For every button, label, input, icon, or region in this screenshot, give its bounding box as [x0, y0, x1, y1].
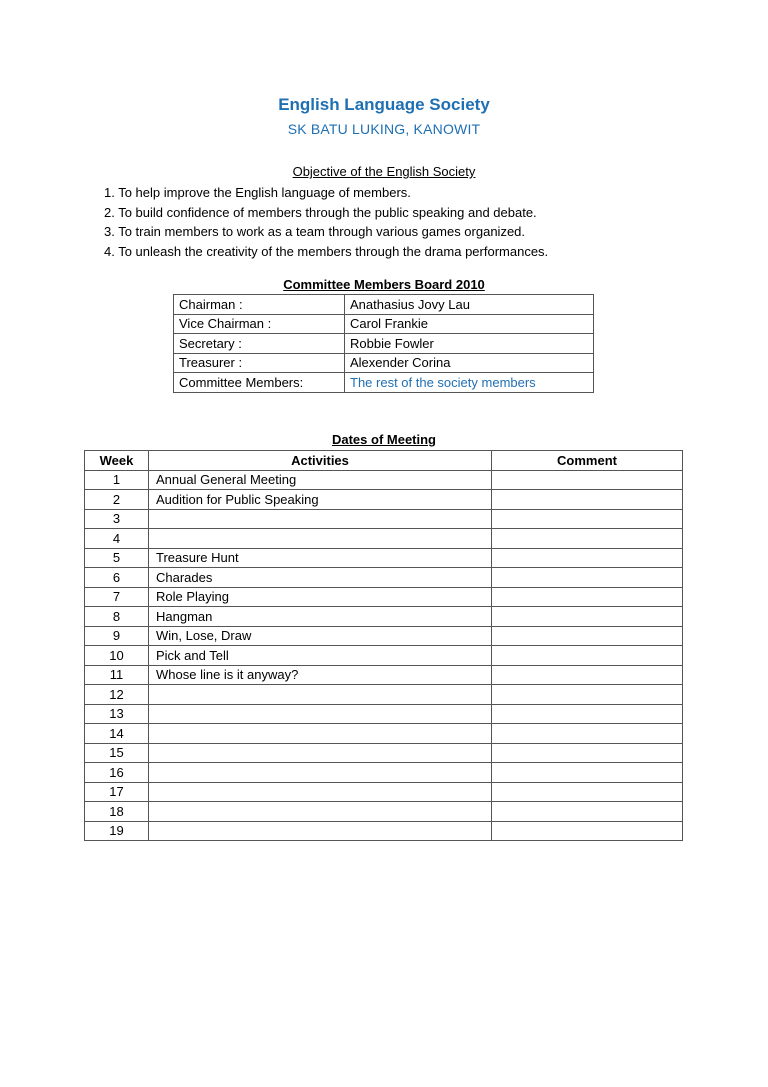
- activity-cell: [149, 529, 492, 549]
- committee-member-name: Carol Frankie: [345, 314, 594, 334]
- comment-cell: [492, 568, 683, 588]
- committee-role: Chairman :: [174, 295, 345, 315]
- comment-cell: [492, 490, 683, 510]
- meeting-row: [85, 782, 683, 802]
- activity-cell: [149, 763, 492, 783]
- committee-heading: Committee Members Board 2010: [283, 277, 485, 292]
- week-cell: 18: [85, 802, 149, 822]
- committee-role: Secretary :: [174, 334, 345, 354]
- meeting-row: [85, 704, 683, 724]
- meeting-row: [85, 490, 683, 510]
- week-cell: 7: [85, 587, 149, 607]
- meeting-row: [85, 529, 683, 549]
- activity-cell: Charades: [149, 568, 492, 588]
- meetings-table: [84, 450, 683, 841]
- comment-cell: [492, 509, 683, 529]
- week-cell: 15: [85, 743, 149, 763]
- comment-column-header: Comment: [492, 451, 683, 471]
- week-cell: 13: [85, 704, 149, 724]
- school-name: SK BATU LUKING, KANOWIT: [287, 121, 481, 137]
- activity-cell: [149, 782, 492, 802]
- committee-row: [174, 334, 594, 354]
- comment-cell: [492, 743, 683, 763]
- week-column-header: Week: [85, 451, 149, 471]
- week-cell: 9: [85, 626, 149, 646]
- week-cell: 2: [85, 490, 149, 510]
- comment-cell: [492, 587, 683, 607]
- activity-cell: Role Playing: [149, 587, 492, 607]
- week-cell: 16: [85, 763, 149, 783]
- activity-cell: [149, 704, 492, 724]
- activity-cell: [149, 802, 492, 822]
- committee-role: Committee Members:: [174, 373, 345, 393]
- week-cell: 11: [85, 665, 149, 685]
- comment-cell: [492, 665, 683, 685]
- week-cell: 8: [85, 607, 149, 627]
- comment-cell: [492, 782, 683, 802]
- committee-row: [174, 314, 594, 334]
- objectives-heading: Objective of the English Society: [292, 164, 476, 179]
- activity-cell: Audition for Public Speaking: [149, 490, 492, 510]
- week-cell: 12: [85, 685, 149, 705]
- comment-cell: [492, 763, 683, 783]
- meeting-row: [85, 724, 683, 744]
- meeting-row: [85, 607, 683, 627]
- meeting-row: [85, 743, 683, 763]
- activity-cell: Treasure Hunt: [149, 548, 492, 568]
- comment-cell: [492, 548, 683, 568]
- comment-cell: [492, 626, 683, 646]
- week-cell: 5: [85, 548, 149, 568]
- comment-cell: [492, 704, 683, 724]
- comment-cell: [492, 724, 683, 744]
- activity-cell: [149, 685, 492, 705]
- meeting-row: [85, 665, 683, 685]
- comment-cell: [492, 607, 683, 627]
- week-cell: 4: [85, 529, 149, 549]
- meeting-row: [85, 470, 683, 490]
- meeting-row: [85, 509, 683, 529]
- committee-row: [174, 295, 594, 315]
- meetings-header-row: [85, 451, 683, 471]
- week-cell: 1: [85, 470, 149, 490]
- week-cell: 6: [85, 568, 149, 588]
- meeting-row: [85, 626, 683, 646]
- committee-role: Vice Chairman :: [174, 314, 345, 334]
- committee-row: [174, 373, 594, 393]
- activity-cell: [149, 724, 492, 744]
- week-cell: 19: [85, 821, 149, 841]
- comment-cell: [492, 685, 683, 705]
- committee-member-name: Robbie Fowler: [345, 334, 594, 354]
- comment-cell: [492, 821, 683, 841]
- meeting-row: [85, 587, 683, 607]
- activity-cell: Annual General Meeting: [149, 470, 492, 490]
- committee-row: [174, 353, 594, 373]
- objective-item: 1. To help improve the English language of members.: [104, 185, 411, 200]
- meeting-row: [85, 548, 683, 568]
- comment-cell: [492, 470, 683, 490]
- committee-member-name: Anathasius Jovy Lau: [345, 295, 594, 315]
- meeting-row: [85, 685, 683, 705]
- meeting-row: [85, 763, 683, 783]
- committee-role: Treasurer :: [174, 353, 345, 373]
- meetings-heading: Dates of Meeting: [331, 432, 436, 447]
- week-cell: 17: [85, 782, 149, 802]
- activities-column-header: Activities: [149, 451, 492, 471]
- committee-member-name: The rest of the society members: [345, 373, 594, 393]
- activity-cell: [149, 821, 492, 841]
- objectives-list: [104, 183, 548, 261]
- objective-item: 4. To unleash the creativity of the members through the drama performances.: [104, 243, 549, 259]
- objective-item: 2. To build confidence of members through the public speaking and debate.: [104, 204, 537, 220]
- week-cell: 3: [85, 509, 149, 529]
- objective-item: 3. To train members to work as a team through various games organized.: [104, 224, 526, 239]
- activity-cell: Pick and Tell: [149, 646, 492, 666]
- activity-cell: [149, 509, 492, 529]
- activity-cell: Hangman: [149, 607, 492, 627]
- week-cell: 14: [85, 724, 149, 744]
- activity-cell: Whose line is it anyway?: [149, 665, 492, 685]
- society-title: English Language Society: [278, 95, 490, 114]
- meeting-row: [85, 802, 683, 822]
- committee-table: [173, 294, 594, 393]
- comment-cell: [492, 646, 683, 666]
- comment-cell: [492, 802, 683, 822]
- activity-cell: [149, 743, 492, 763]
- meeting-row: [85, 821, 683, 841]
- activity-cell: Win, Lose, Draw: [149, 626, 492, 646]
- week-cell: 10: [85, 646, 149, 666]
- meeting-row: [85, 646, 683, 666]
- meeting-row: [85, 568, 683, 588]
- comment-cell: [492, 529, 683, 549]
- committee-member-name: Alexender Corina: [345, 353, 594, 373]
